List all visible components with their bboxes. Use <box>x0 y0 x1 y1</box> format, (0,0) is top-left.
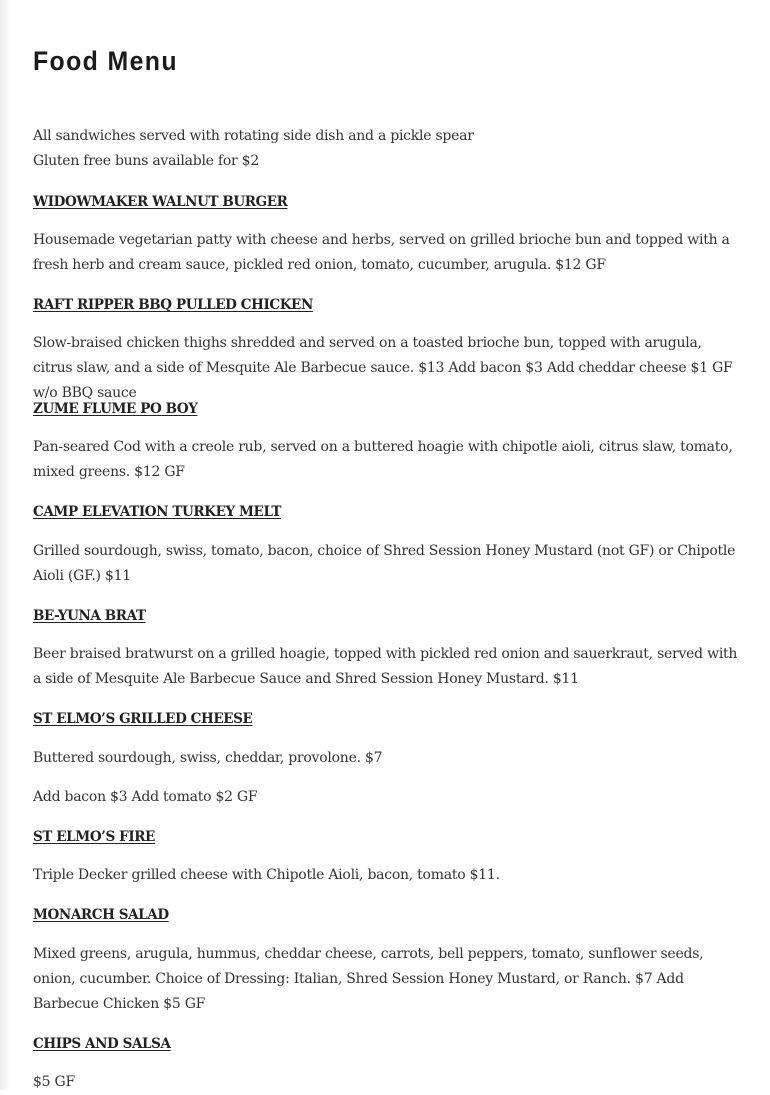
menu-item-description <box>33 642 743 692</box>
menu-item-heading <box>33 192 743 212</box>
item-name-zume-flume: ZUME FLUME PO BOY <box>33 401 198 417</box>
menu-item-description <box>33 228 743 278</box>
item-desc-st-elmos-grilled-cheese: Buttered sourdough, swiss, cheddar, provolone. $7 <box>33 750 383 766</box>
item-name-monarch-salad: MONARCH SALAD <box>33 907 169 923</box>
item-desc-st-elmos-fire: Triple Decker grilled cheese with Chipotle Aioli, bacon, tomato $11. <box>33 867 500 883</box>
item-name-widowmaker: WIDOWMAKER WALNUT BURGER <box>33 194 288 210</box>
menu-item-description <box>33 539 743 589</box>
item-name-st-elmos-fire: ST ELMO’S FIRE <box>33 829 155 845</box>
menu-item-heading <box>33 827 743 847</box>
page-edge-shadow <box>0 0 10 1090</box>
menu-item-heading <box>33 1034 743 1054</box>
menu-item-heading <box>33 399 743 419</box>
menu-item-heading <box>33 606 743 626</box>
menu-item-heading <box>33 295 743 315</box>
menu-item-description <box>33 331 743 406</box>
menu-item-description <box>33 746 743 771</box>
item-name-raft-ripper: RAFT RIPPER BBQ PULLED CHICKEN <box>33 297 313 313</box>
menu-item-description <box>33 863 743 888</box>
menu-item-description <box>33 942 743 1017</box>
menu-item-addons <box>33 785 743 810</box>
menu-item-description <box>33 435 743 485</box>
menu-item-heading <box>33 709 743 729</box>
menu-item-description <box>33 1070 743 1095</box>
item-desc-widowmaker: Housemade vegetarian patty with cheese and herbs, served on grilled brioche bun and topped with a fresh herb and cream sauce, pickled red onion, tomato, cucumber, arugula. $12 GF <box>33 232 730 273</box>
item-name-camp-elevation: CAMP ELEVATION TURKEY MELT <box>33 504 282 520</box>
item-name-chips-and-salsa: CHIPS AND SALSA <box>33 1036 171 1052</box>
menu-item-heading <box>33 502 743 522</box>
item-desc-zume-flume: Pan-seared Cod with a creole rub, served on a buttered hoagie with chipotle aioli, citrus slaw, tomato, mixed greens. $12 GF <box>33 439 733 480</box>
item-desc-chips-and-salsa: $5 GF <box>33 1074 75 1090</box>
page-title: Food Menu <box>33 46 178 76</box>
item-name-be-yuna: BE-YUNA BRAT <box>33 608 146 624</box>
item-desc-be-yuna: Beer braised bratwurst on a grilled hoagie, topped with pickled red onion and sauerkraut, served with a side of Mesquite Ale Barbecue Sauce and Shred Session Honey Mustard. $11 <box>33 646 738 687</box>
item-desc-monarch-salad: Mixed greens, arugula, hummus, cheddar cheese, carrots, bell peppers, tomato, sunflower seeds, onion, cucumber. Choice of Dressing: Italian, Shred Session Honey Mustard, or Ranch. $7 Add Barbecue Chicken $5 GF <box>33 946 704 1012</box>
intro-line-gf-buns: Gluten free buns available for $2 <box>33 153 259 169</box>
intro-line-sides: All sandwiches served with rotating side dish and a pickle spear <box>33 128 474 144</box>
menu-item-heading <box>33 905 743 925</box>
item-name-st-elmos-grilled-cheese: ST ELMO’S GRILLED CHEESE <box>33 711 253 727</box>
intro-section <box>33 124 743 174</box>
item-addons-st-elmos-grilled-cheese: Add bacon $3 Add tomato $2 GF <box>33 789 258 805</box>
item-desc-camp-elevation: Grilled sourdough, swiss, tomato, bacon, choice of Shred Session Honey Mustard (not GF) or Chipotle Aioli (GF.) $11 <box>33 543 736 584</box>
item-desc-raft-ripper: Slow-braised chicken thighs shredded and served on a toasted brioche bun, topped with arugula, citrus slaw, and a side of Mesquite Ale Barbecue sauce. $13 Add bacon $3 Add cheddar cheese $1 GF w/o BBQ sauce <box>33 335 733 401</box>
